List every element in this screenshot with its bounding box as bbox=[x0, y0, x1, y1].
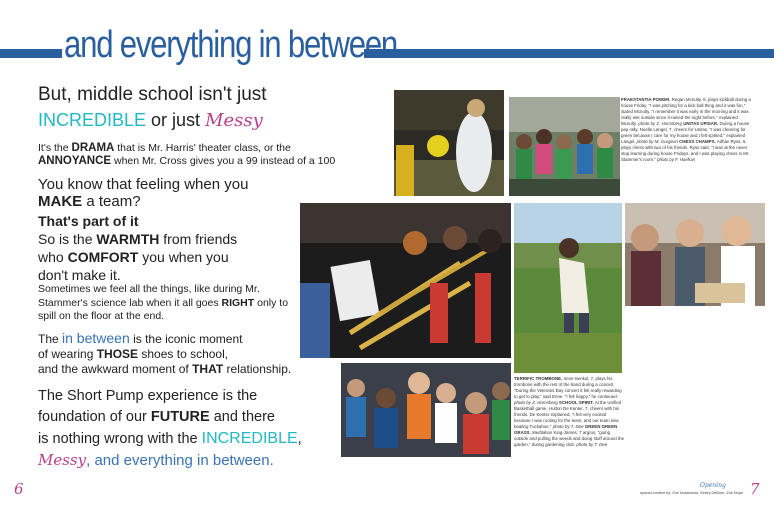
photo-trombone bbox=[300, 203, 511, 358]
photo-kickball bbox=[394, 90, 504, 196]
between-paragraph: The in between is the iconic moment of wearing THOSE shoes to school, and the awkward moment of THAT relationship. bbox=[38, 330, 292, 376]
photo-basketball-fans bbox=[341, 363, 511, 457]
incredible-word: INCREDIBLE bbox=[38, 110, 147, 130]
warmth-paragraph: That's part of it So is the WARMTH from friends who COMFORT you when you don't make it. bbox=[38, 213, 238, 283]
page-number-right: 7 bbox=[750, 480, 760, 498]
caption-trombone-spirit-garden: TERRIFIC TROMBONE. Irene Senkul, 7, plays his trombone with the rest of the band during a concert. "During the Veterans Day concert it felt really rewarding to get to play," said Enne. "I felt happy," he continued. photo by Z. Hornsberg SCHOOL SPIRIT. At the Unified Basketball game, Hutton De Kenter, 7, cheers with his friends. De Kenter explained, "I felt very excited because I was rooting for the team, and our team was beating Tuckahoe." photo by T. Dee GREEN GREEN GRASS. Meditation King-James, 7 argrus, "going outside and pulling the weeds and doing stuff around the garden," during gardening club. photo by T. Dee bbox=[514, 376, 625, 447]
science-paragraph: Sometimes we feel all the things, like during Mr. Stammer's science lab when it all goes RIGHT only to spill on the floor at the end. bbox=[38, 283, 289, 322]
photo-garden bbox=[514, 203, 622, 373]
page-heading: and everything in between bbox=[64, 24, 398, 66]
page-number-left: 6 bbox=[14, 480, 24, 498]
closing-paragraph: The Short Pump experience is the foundation of our FUTURE and there is nothing wrong with the INCREDIBLE, Messy, and everything in between. bbox=[38, 388, 302, 469]
team-paragraph: You know that feeling when you MAKE a team? bbox=[38, 176, 249, 210]
intro-incredible-line: INCREDIBLE or just Messy bbox=[38, 110, 263, 131]
header-bar-right bbox=[364, 49, 774, 58]
spread-credits: spread content by: Zoe Nussbaum, Kinley DeBoer, Zoe Nope bbox=[640, 491, 743, 495]
intro-line: But, middle school isn't just bbox=[38, 84, 267, 105]
caption-kickball-pep-chess: FRAESTANTIA POWER. Regan Mcnulty, 8, plays kickball during a house Friday. "I was pitching for a kick ball thing and it was fun," stated Mcnulty. "I remember it was early in the morning and it was really wet outside since it rained the night before," explained Mcnulty. photo by Z. Hornsberg UNITAS UPISAR. During a house pep rally, Noelle Langel, 7, cheers for Unitas. "I was cheering for green because I care for my house and I felt spirited," explained Langel. photo by M. Gurgeon CHESS CHAMPS. Adhan Ryss, 6, plays chess with two of his friends. Ryss said, "I was at the never stop learning during house Fridays, and I was playing chess in Mr. Stammer's room." photo by F. Haehan bbox=[621, 97, 751, 162]
messy-word: Messy bbox=[205, 110, 263, 131]
header-bar-left bbox=[0, 49, 62, 58]
photo-pep-rally bbox=[509, 97, 620, 196]
photo-chess bbox=[625, 203, 765, 306]
section-label: Opening bbox=[700, 482, 726, 489]
drama-paragraph: It's the DRAMA that is Mr. Harris' theater class, or the ANNOYANCE when Mr. Cross gives you a 99 instead of a 100 bbox=[38, 142, 336, 167]
